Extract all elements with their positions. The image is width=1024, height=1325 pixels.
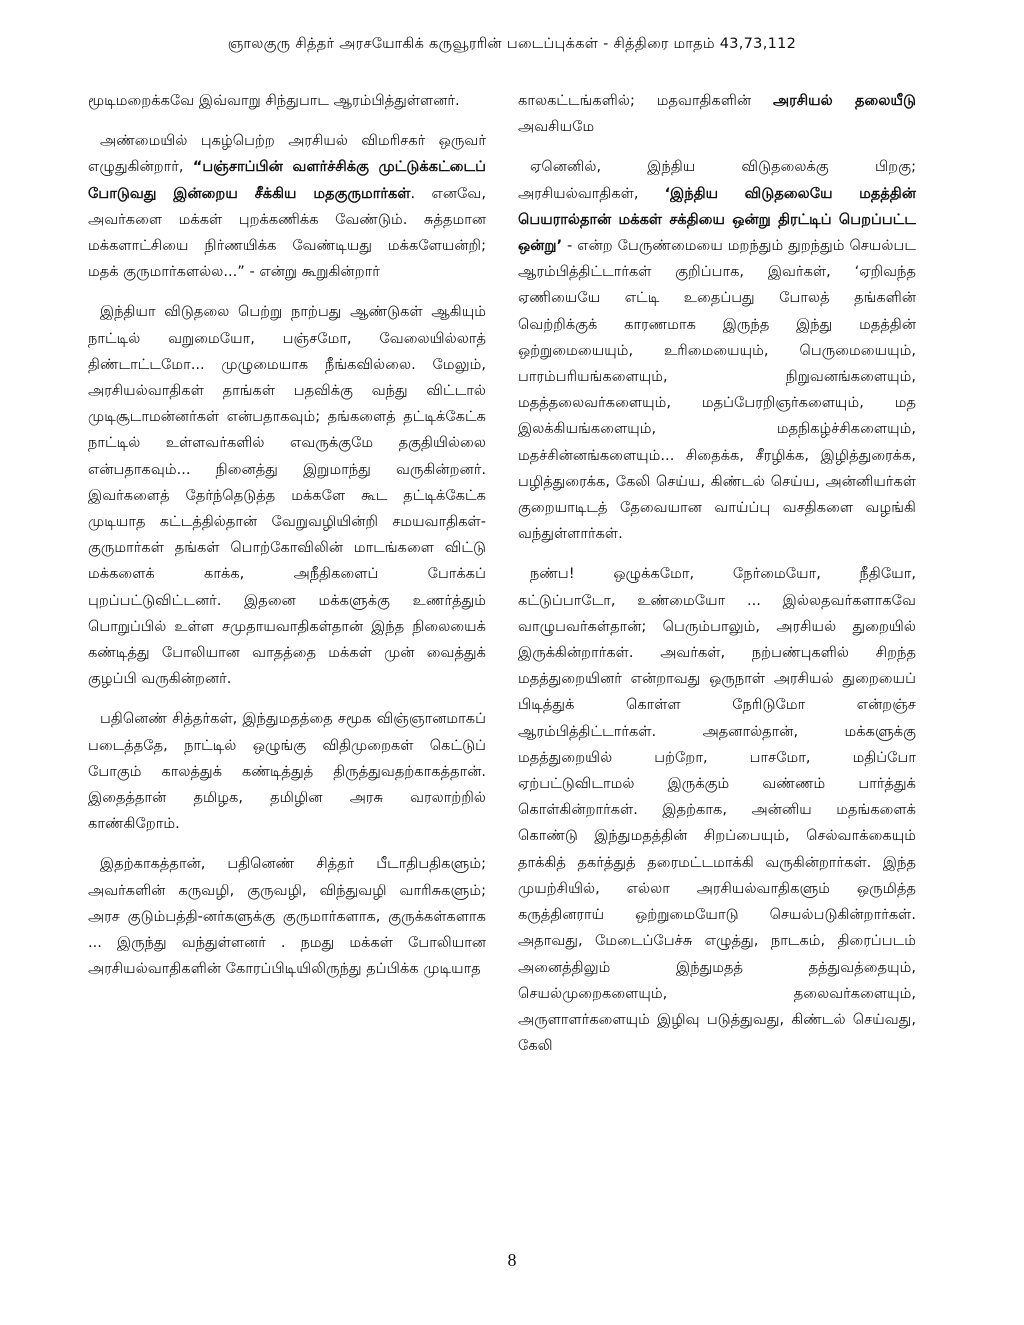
paragraph-continuation: மூடிமறைக்கவே இவ்வாறு சிந்துபாட ஆரம்பித்துள்ளனர். (88, 92, 460, 109)
paragraph-text: ஏனெனில், இந்திய விடுதலைக்கு பிறகு; அரசியல்வாதிகள், (518, 158, 916, 202)
bold-quote: ‘இந்திய விடுதலையே மதத்தின் பெயரால்தான் மக்கள் சக்தியை ஒன்று திரட்டிப் பெறப்பட்ட ஒன்று’ (518, 184, 916, 255)
paragraph-text: . எனவே, அவர்களை மக்கள் புறக்கணிக்க வேண்டும். சுத்தமான மக்களாட்சியை நிர்ணயிக்க வேண்டியது மக்களேயன்றி; மதக் குருமார்களல்ல...” - என்று கூறுகின்றார் (88, 184, 486, 281)
bold-quote: “பஞ்சாப்பின் வளர்ச்சிக்கு முட்டுக்கட்டைப் போடுவது இன்றைய சீக்கிய மதகுருமார்கள் (88, 158, 486, 202)
paragraph-text: அவசியமே (518, 118, 595, 136)
paragraph-text: காலகட்டங்களில்; மதவாதிகளின் (518, 92, 773, 109)
page-number: 8 (507, 1250, 517, 1270)
paragraph-siddhars: பதினெண் சித்தர்கள், இந்துமதத்தை சமூக விஞ்ஞானமாகப் படைத்ததே, நாட்டில் ஒழுங்கு விதிமுறைகள் கெட்டுப் போகும் காலத்துக் கண்டித்துத் திருத்துவதற்காகத்தான். இதைத்தான் தமிழக, தமிழின அரசு வரலாற்றில் காண்கிறோம். (88, 710, 486, 833)
paragraph-text: - என்ற பேருண்மையை மறந்தும் துறந்தும் செயல்பட ஆரம்பித்திட்டார்கள் குறிப்பாக, இவர்கள், ‘ஏறிவந்த ஏணியையே எட்டி உதைப்பது போலத் தங்களின் வெற்றிக்குக் காரணமாக இருந்த இந்து மதத்தின் ஒற்றுமையையும், உரிமையையும், பெருமையையும், பாரம்பரியங்களையும், நிறுவனங்களையும், மதத்தலைவர்களையும், மதப்பேரறிஞர்களையும், மத இலக்கியங்களையும், மதநிகழ்ச்சிகளையும், மதச்சின்னங்களையும்... சிதைக்க, சீரழிக்க, இழித்துரைக்க, பழித்துரைக்க, கேலி செய்ய, கிண்டல் செய்ய, அன்னியர்கள் குறையாடிடத் தேவையான வாய்ப்பு வசதிகளை வழங்கி வந்துள்ளார்கள். (518, 237, 916, 543)
paragraph-text: அண்மையில் புகழ்பெற்ற அரசியல் விமரிசகர் ஒருவர் எழுதுகின்றார், (88, 132, 486, 176)
bold-phrase: அரசியல் தலையீடு (772, 92, 916, 109)
right-column (518, 88, 916, 1073)
left-column (88, 88, 486, 997)
paragraph-peedathipathis: இதற்காகத்தான், பதினெண் சித்தர் பீடாதிபதிகளும்; அவர்களின் கருவழி, குருவழி, விந்துவழி வாரிசுகளும்; அரச குடும்பத்தி-னர்களுக்கு குருமார்களாக, குருக்கள்களாக ... இருந்து வந்துள்ளனர் . நமது மக்கள் போலியான அரசியல்வாதிகளின் கோரப்பிடியிலிருந்து தப்பிக்க முடியாத (88, 855, 486, 978)
paragraph-friend: நண்ப! ஒழுக்கமோ, நேர்மையோ, நீதியோ, கட்டுப்பாடோ, உண்மையோ ... இல்லதவர்களாகவே வாழுபவர்கள்தான்; பெரும்பாலும், அரசியல் துறையில் இருக்கின்றார்கள். அவர்கள், நற்பண்புகளில் சிறந்த மதத்துறையினர் என்றாவது ஒருநாள் அரசியல் துறையைப் பிடித்துக் கொள்ள நேரிடுமோ என்றஞ்ச ஆரம்பித்திட்டார்கள். அதனால்தான், மக்களுக்கு மதத்துறையில் பற்றோ, பாசமோ, மதிப்போ ஏற்பட்டுவிடாமல் இருக்கும் வண்ணம் பார்த்துக் கொள்கின்றார்கள். இதற்காக, அன்னிய மதங்களைக் கொண்டு இந்துமதத்தின் சிறப்பையும், செல்வாக்கையும் தாக்கித் தகர்த்துத் தரைமட்டமாக்கி வருகின்றார்கள். இந்த முயற்சியில், எல்லா அரசியல்வாதிகளும் ஒருமித்த கருத்தினராய் ஒற்றுமையோடு செயல்படுகின்றார்கள். அதாவது, மேடைப்பேச்சு எழுத்து, நாடகம், திரைப்படம் அனைத்திலும் இந்துமதத் தத்துவத்தையும், செயல்முறைகளையும், தலைவர்களையும், அருளாளர்களையும் இழிவு படுத்துவது, கிண்டல் செய்வது, கேலி (518, 565, 916, 1055)
paragraph-independence: இந்தியா விடுதலை பெற்று நாற்பது ஆண்டுகள் ஆகியும் நாட்டில் வறுமையோ, பஞ்சமோ, வேலையில்லாத் திண்டாட்டமோ... முழுமையாக நீங்கவில்லை. மேலும், அரசியல்வாதிகள் தாங்கள் பதவிக்கு வந்து விட்டால் முடிசூடாமன்னர்கள் என்பதாகவும்; தங்களைத் தட்டிக்கேட்க நாட்டில் உள்ளவர்களில் எவருக்குமே தகுதியில்லை என்பதாகவும்... நினைத்து இறுமாந்து வருகின்றனர். இவர்களைத் தேர்ந்தெடுத்த மக்களே கூட தட்டிக்கேட்க முடியாத கட்டத்தில்தான் வேறுவழியின்றி சமயவாதிகள்-குருமார்கள் தங்கள் பொற்கோவிலின் மாடங்களை விட்டு மக்களைக் காக்க, அநீதிகளைப் போக்கப் புறப்பட்டுவிட்டனர். இதனை மக்களுக்கு உணர்த்தும் பொறுப்பில் உள்ள சமுதாயவாதிகள்தான் இந்த நிலையைக் கண்டித்து போலியான வாதத்தை மக்கள் முன் வைத்துக் குழப்பி வருகின்றனர். (88, 303, 486, 688)
running-header: ஞாலகுரு சித்தர் அரசயோகிக் கருவூரரின் படைப்புக்கள் - சித்திரை மாதம் 43,73,112 (227, 36, 797, 52)
paragraph-continuation (518, 88, 916, 140)
paragraph-politicians (518, 154, 916, 547)
paragraph-critic-quote (88, 128, 486, 285)
